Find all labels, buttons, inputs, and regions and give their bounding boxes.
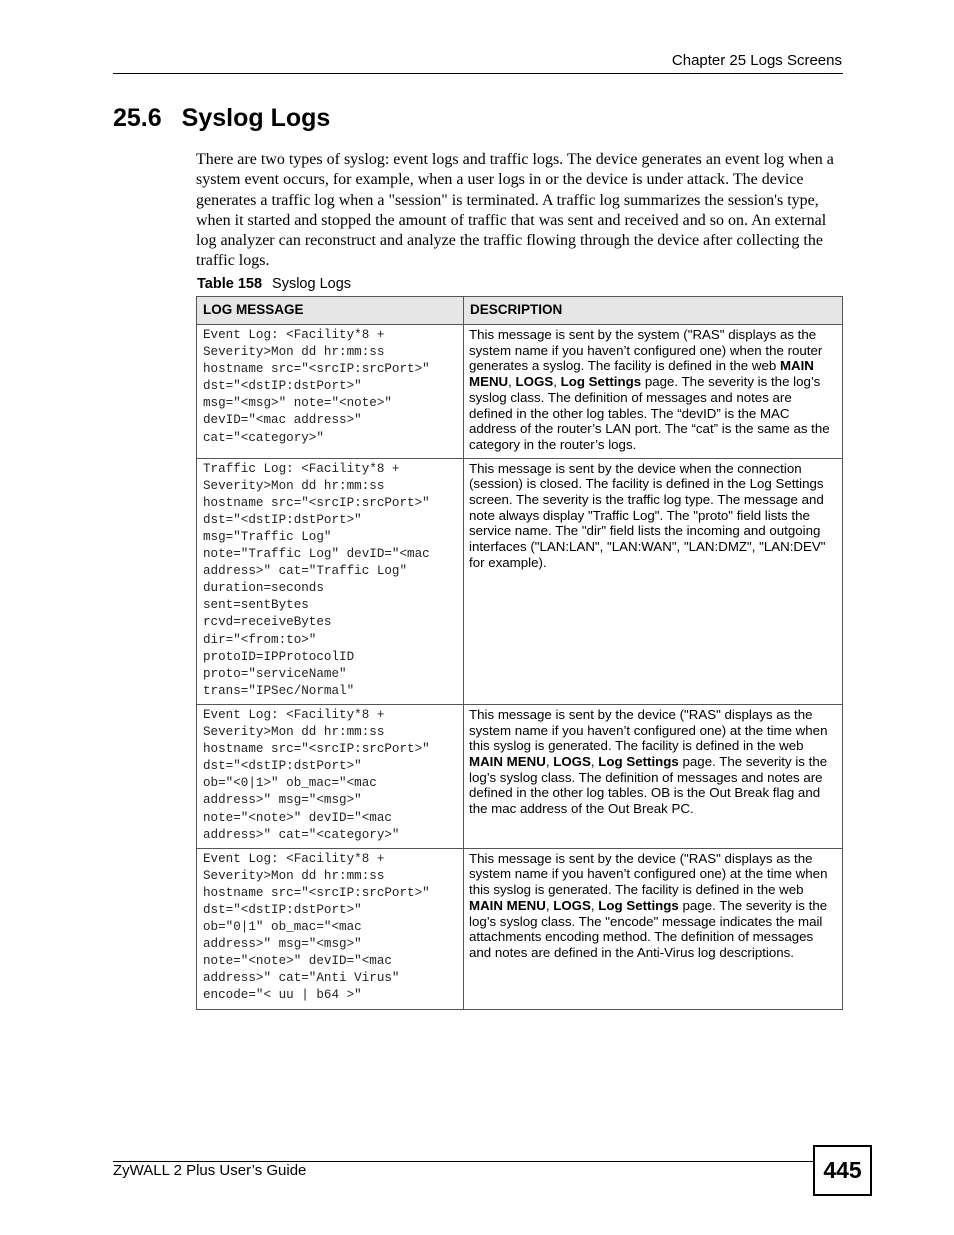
description-bold-term: LOGS xyxy=(553,754,591,770)
description-bold-term: MAIN MENU xyxy=(469,897,546,913)
log-message-line: sent=sentBytes xyxy=(203,598,309,613)
description-bold-term: Log Settings xyxy=(598,754,679,770)
log-message-line: dst="<dstIP:dstPort>" xyxy=(203,902,362,917)
description-cell xyxy=(464,325,843,459)
log-message-cell xyxy=(197,848,464,1009)
log-message-line: address>" msg="<msg>" xyxy=(203,937,362,952)
description-text: page. The severity is the log’s syslog class. The definition of messages and notes are defined in the other log tables. The “devID” is the MAC address of the router’s LAN port. The “cat” is the same as the category in the router’s logs. xyxy=(469,374,830,452)
table-row xyxy=(197,848,843,1009)
description-cell xyxy=(464,848,843,1009)
description-text: , xyxy=(545,754,554,770)
section-title-text: Syslog Logs xyxy=(181,104,331,132)
description-cell xyxy=(464,458,843,704)
table-row xyxy=(197,704,843,848)
description-bold-term: Log Settings xyxy=(598,897,679,913)
log-message-line: Severity>Mon dd hr:mm:ss xyxy=(203,868,385,883)
log-message-line: hostname src="<srcIP:srcPort>" xyxy=(203,742,430,757)
page-number: 445 xyxy=(813,1145,872,1196)
guide-title: ZyWALL 2 Plus User’s Guide xyxy=(113,1162,307,1179)
log-message-line: msg="Traffic Log" xyxy=(203,530,332,544)
log-message-line: address>" cat="<category>" xyxy=(203,827,400,842)
description-bold-term: LOGS xyxy=(515,374,554,390)
log-message-line: hostname src="<srcIP:srcPort>" xyxy=(203,495,430,510)
description-text: , xyxy=(590,754,599,770)
log-message-line: dst="<dstIP:dstPort>" xyxy=(203,512,362,527)
description-text: page. The severity is the log’s syslog class. The "encode" message indicates the mail attachments encoding method. The definition of messages and notes are defined in the Anti-Virus log descriptions. xyxy=(469,897,828,960)
log-message-line: address>" cat="Traffic Log" xyxy=(203,564,408,579)
log-message-cell xyxy=(197,325,464,459)
log-message-line: duration=seconds xyxy=(203,581,324,596)
syslog-table xyxy=(196,296,843,1010)
description-text: This message is sent by the device ("RAS" displays as the system name if you haven’t configured one) at the time when this syslog is generated. The facility is defined in the web xyxy=(469,706,828,754)
log-message-line: hostname src="<srcIP:srcPort>" xyxy=(203,362,430,377)
description-text: This message is sent by the system ("RAS" displays as the system name if you haven’t configured one) when the router generates a syslog. The facility is defined in the web xyxy=(469,327,823,374)
section-number: 25.6 xyxy=(113,104,162,132)
log-message-line: address>" cat="Anti Virus" xyxy=(203,971,400,986)
log-message-line: Event Log: <Facility*8 + xyxy=(203,851,385,866)
log-message-line: trans="IPSec/Normal" xyxy=(203,683,355,698)
log-message-line: note="<note>" devID="<mac xyxy=(203,810,392,825)
description-text: , xyxy=(590,897,599,913)
header-rule xyxy=(113,73,843,74)
description-bold-term: LOGS xyxy=(553,897,591,913)
log-message-line: msg="<msg>" note="<note>" xyxy=(203,396,392,411)
description-bold-term: Log Settings xyxy=(560,374,642,390)
table-row xyxy=(197,458,843,704)
log-message-cell xyxy=(197,458,464,704)
log-message-line: Severity>Mon dd hr:mm:ss xyxy=(203,345,385,360)
description-bold-term: MAIN MENU xyxy=(469,754,546,770)
description-cell xyxy=(464,704,843,848)
log-message-line: Event Log: <Facility*8 + xyxy=(203,707,385,722)
section-title xyxy=(113,104,330,133)
description-bold-term: MAIN MENU xyxy=(469,358,814,390)
intro-paragraph: There are two types of syslog: event logs and traffic logs. The device generates an event log when a system event occurs, for example, when a user logs in or the device is under attack. The device generates a traffic log when a "session" is terminated. A traffic log summarizes the session's type, when it started and stopped the amount of traffic that was sent and received and so on. An external log analyzer can reconstruct and analyze the traffic flowing through the device after collecting the traffic logs. xyxy=(196,151,834,270)
table-body xyxy=(197,325,843,1010)
log-message-line: protoID=IPProtocolID xyxy=(203,649,355,664)
description-text: This message is sent by the device when the connection (session) is closed. The facility is defined in the Log Settings screen. The severity is the traffic log type. The message and note always display "Traffic Log". The "proto" field lists the service name. The "dir" field lists the incoming and outgoing interfaces ("LAN:LAN", "LAN:WAN", "LAN:DMZ", "LAN:DEV" for example). xyxy=(469,460,826,570)
log-message-line: devID="<mac address>" xyxy=(203,413,362,428)
description-text: This message is sent by the device ("RAS" displays as the system name if you haven’t configured one) at the time when this syslog is generated. The facility is defined in the web xyxy=(469,850,828,898)
log-message-line: note="<note>" devID="<mac xyxy=(203,954,392,969)
description-text: , xyxy=(545,897,554,913)
description-text: , xyxy=(508,374,516,390)
table-header-row xyxy=(197,297,843,325)
log-message-line: Severity>Mon dd hr:mm:ss xyxy=(203,725,385,740)
log-message-line: encode="< uu | b64 >" xyxy=(203,988,362,1003)
column-header-log-message: LOG MESSAGE xyxy=(197,297,464,325)
log-message-line: hostname src="<srcIP:srcPort>" xyxy=(203,885,430,900)
log-message-line: ob="<0|1>" ob_mac="<mac xyxy=(203,776,377,791)
log-message-line: rcvd=receiveBytes xyxy=(203,615,332,630)
log-message-line: dir="<from:to>" xyxy=(203,632,317,647)
log-message-line: proto="serviceName" xyxy=(203,666,347,681)
log-message-line: note="Traffic Log" devID="<mac xyxy=(203,547,430,562)
column-header-description: DESCRIPTION xyxy=(464,297,843,325)
description-text: , xyxy=(553,374,561,390)
log-message-line: dst="<dstIP:dstPort>" xyxy=(203,759,362,774)
table-caption-title: Syslog Logs xyxy=(272,276,352,292)
log-message-line: address>" msg="<msg>" xyxy=(203,793,362,808)
chapter-header: Chapter 25 Logs Screens xyxy=(671,52,842,69)
log-message-line: Severity>Mon dd hr:mm:ss xyxy=(203,478,385,493)
log-message-line: dst="<dstIP:dstPort>" xyxy=(203,379,362,394)
log-message-cell xyxy=(197,704,464,848)
log-message-line: Traffic Log: <Facility*8 + xyxy=(203,461,400,476)
log-message-line: Event Log: <Facility*8 + xyxy=(203,328,385,342)
table-caption xyxy=(197,276,351,292)
table-caption-label: Table 158 xyxy=(197,276,263,292)
description-text: page. The severity is the log’s syslog class. The definition of messages and notes are defined in the other log tables. OB is the Out Break flag and the mac address of the Out Break PC. xyxy=(469,754,828,817)
log-message-line: cat="<category>" xyxy=(203,430,324,445)
log-message-line: ob="0|1" ob_mac="<mac xyxy=(203,920,362,935)
table-row xyxy=(197,325,843,459)
